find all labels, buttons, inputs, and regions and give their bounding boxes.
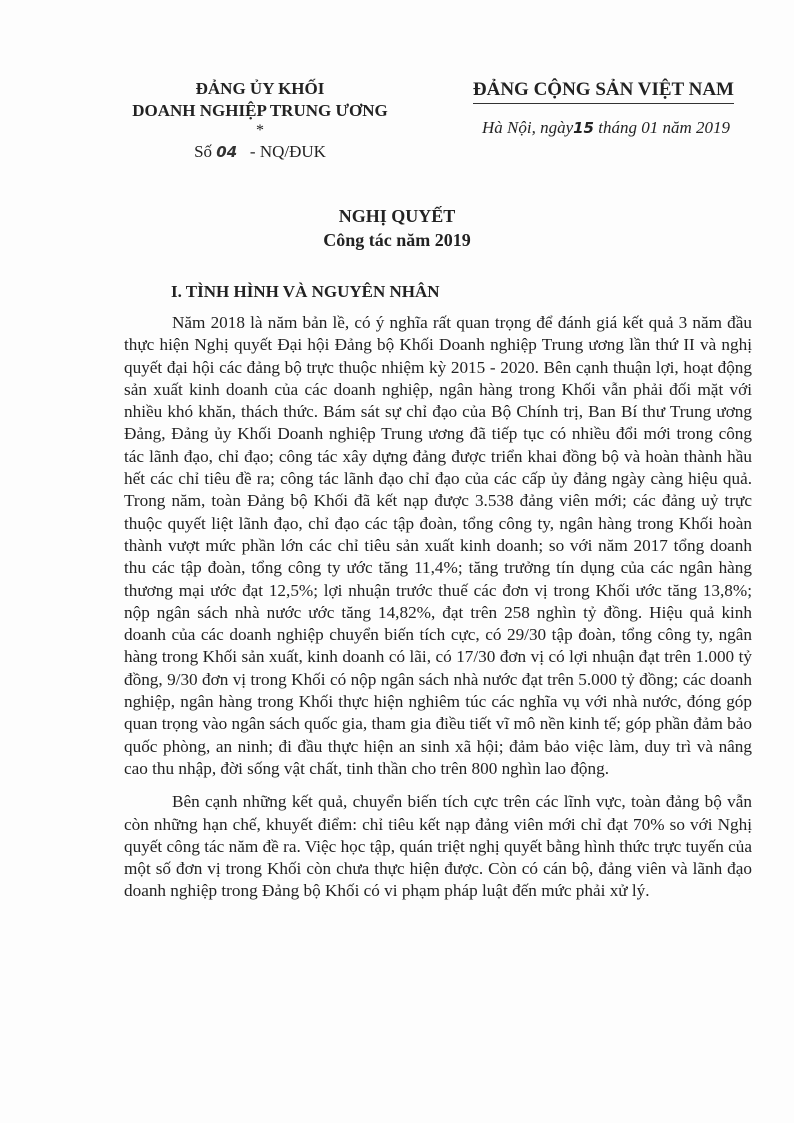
- document-body: [124, 312, 752, 903]
- agency-name-line1: ĐẢNG ỦY KHỐI: [195, 79, 325, 98]
- party-header-block: [404, 78, 734, 138]
- document-date: [404, 118, 734, 138]
- issuing-agency-block: [130, 78, 390, 164]
- number-prefix: Số: [194, 142, 213, 161]
- document-number: [130, 140, 390, 164]
- document-title: NGHỊ QUYẾT: [338, 206, 456, 226]
- document-title-block: [0, 204, 794, 252]
- star-separator: *: [256, 122, 264, 139]
- date-prefix: Hà Nội, ngày: [481, 118, 574, 137]
- agency-name-line2: DOANH NGHIỆP TRUNG ƯƠNG: [132, 101, 388, 120]
- number-suffix: - NQ/ĐUK: [249, 142, 326, 161]
- party-name: ĐẢNG CỘNG SẢN VIỆT NAM: [473, 78, 734, 104]
- handwritten-day: 15: [573, 119, 594, 137]
- paragraph: Bên cạnh những kết quả, chuyển biến tích cực trên các lĩnh vực, toàn đảng bộ vẫn còn những hạn chế, khuyết điểm: chỉ tiêu kết nạp đảng viên mới chỉ đạt 70% so với Nghị quyết công tác năm đề ra. Việc học tập, quán triệt nghị quyết bằng hình thức trực tuyến của một số đơn vị trong Khối còn chưa thực hiện được. Còn có cán bộ, đảng viên và lãnh đạo doanh nghiệp trong Đảng bộ Khối có vi phạm pháp luật đến mức phải xử lý.: [124, 792, 752, 901]
- handwritten-number: 04: [216, 143, 238, 161]
- date-suffix: tháng 01 năm 2019: [598, 118, 730, 137]
- section-heading: I. TÌNH HÌNH VÀ NGUYÊN NHÂN: [171, 282, 440, 301]
- paragraph: Năm 2018 là năm bản lề, có ý nghĩa rất quan trọng để đánh giá kết quả 3 năm đầu thực hiện Nghị quyết Đại hội Đảng bộ Khối Doanh nghiệp Trung ương lần thứ II và nghị quyết đại hội các đảng bộ trực thuộc nhiệm kỳ 2015 - 2020. Bên cạnh thuận lợi, hoạt động sản xuất kinh doanh của các doanh nghiệp, ngân hàng trong Khối vẫn phải đối mặt với nhiều khó khăn, thách thức. Bám sát sự chỉ đạo của Bộ Chính trị, Ban Bí thư Trung ương Đảng, Đảng ủy Khối Doanh nghiệp Trung ương đã tiếp tục có nhiều đổi mới trong công tác lãnh đạo, chỉ đạo; công tác xây dựng đảng được triển khai đồng bộ và hoàn thành hầu hết các chỉ tiêu đề ra; công tác lãnh đạo chỉ đạo của các cấp ủy đảng ngày càng hiệu quả. Trong năm, toàn Đảng bộ Khối đã kết nạp được 3.538 đảng viên mới; các đảng uỷ trực thuộc quyết liệt lãnh đạo, chỉ đạo các tập đoàn, tổng công ty, ngân hàng trong Khối hoàn thành vượt mức phần lớn các chỉ tiêu sản xuất kinh doanh; so với năm 2017 tổng doanh thu các tập đoàn, tổng công ty ước tăng 11,4%; tăng trưởng tín dụng của các ngân hàng thương mại ước đạt 12,5%; lợi nhuận trước thuế các đơn vị trong Khối ước tăng 13,8%; nộp ngân sách nhà nước ước tăng 14,82%, đạt trên 258 nghìn tỷ đồng. Hiệu quả kinh doanh của các doanh nghiệp chuyển biến tích cực, có 29/30 tập đoàn, tổng công ty, ngân hàng trong Khối sản xuất, kinh doanh có lãi, có 17/30 đơn vị có lợi nhuận đạt trên 1.000 tỷ đồng, 9/30 đơn vị trong Khối có nộp ngân sách nhà nước đạt trên 5.000 tỷ đồng; các doanh nghiệp, ngân hàng trong Khối thực hiện nghiêm túc các nghĩa vụ với nhà nước, đóng góp quan trọng vào ngân sách quốc gia, tham gia điều tiết vĩ mô nền kinh tế; góp phần đảm bảo quốc phòng, an ninh; đi đầu thực hiện an sinh xã hội; đảm bảo việc làm, duy trì và nâng cao thu nhập, đời sống vật chất, tinh thần cho trên 800 nghìn lao động.: [124, 313, 752, 778]
- document-subtitle: Công tác năm 2019: [323, 230, 471, 250]
